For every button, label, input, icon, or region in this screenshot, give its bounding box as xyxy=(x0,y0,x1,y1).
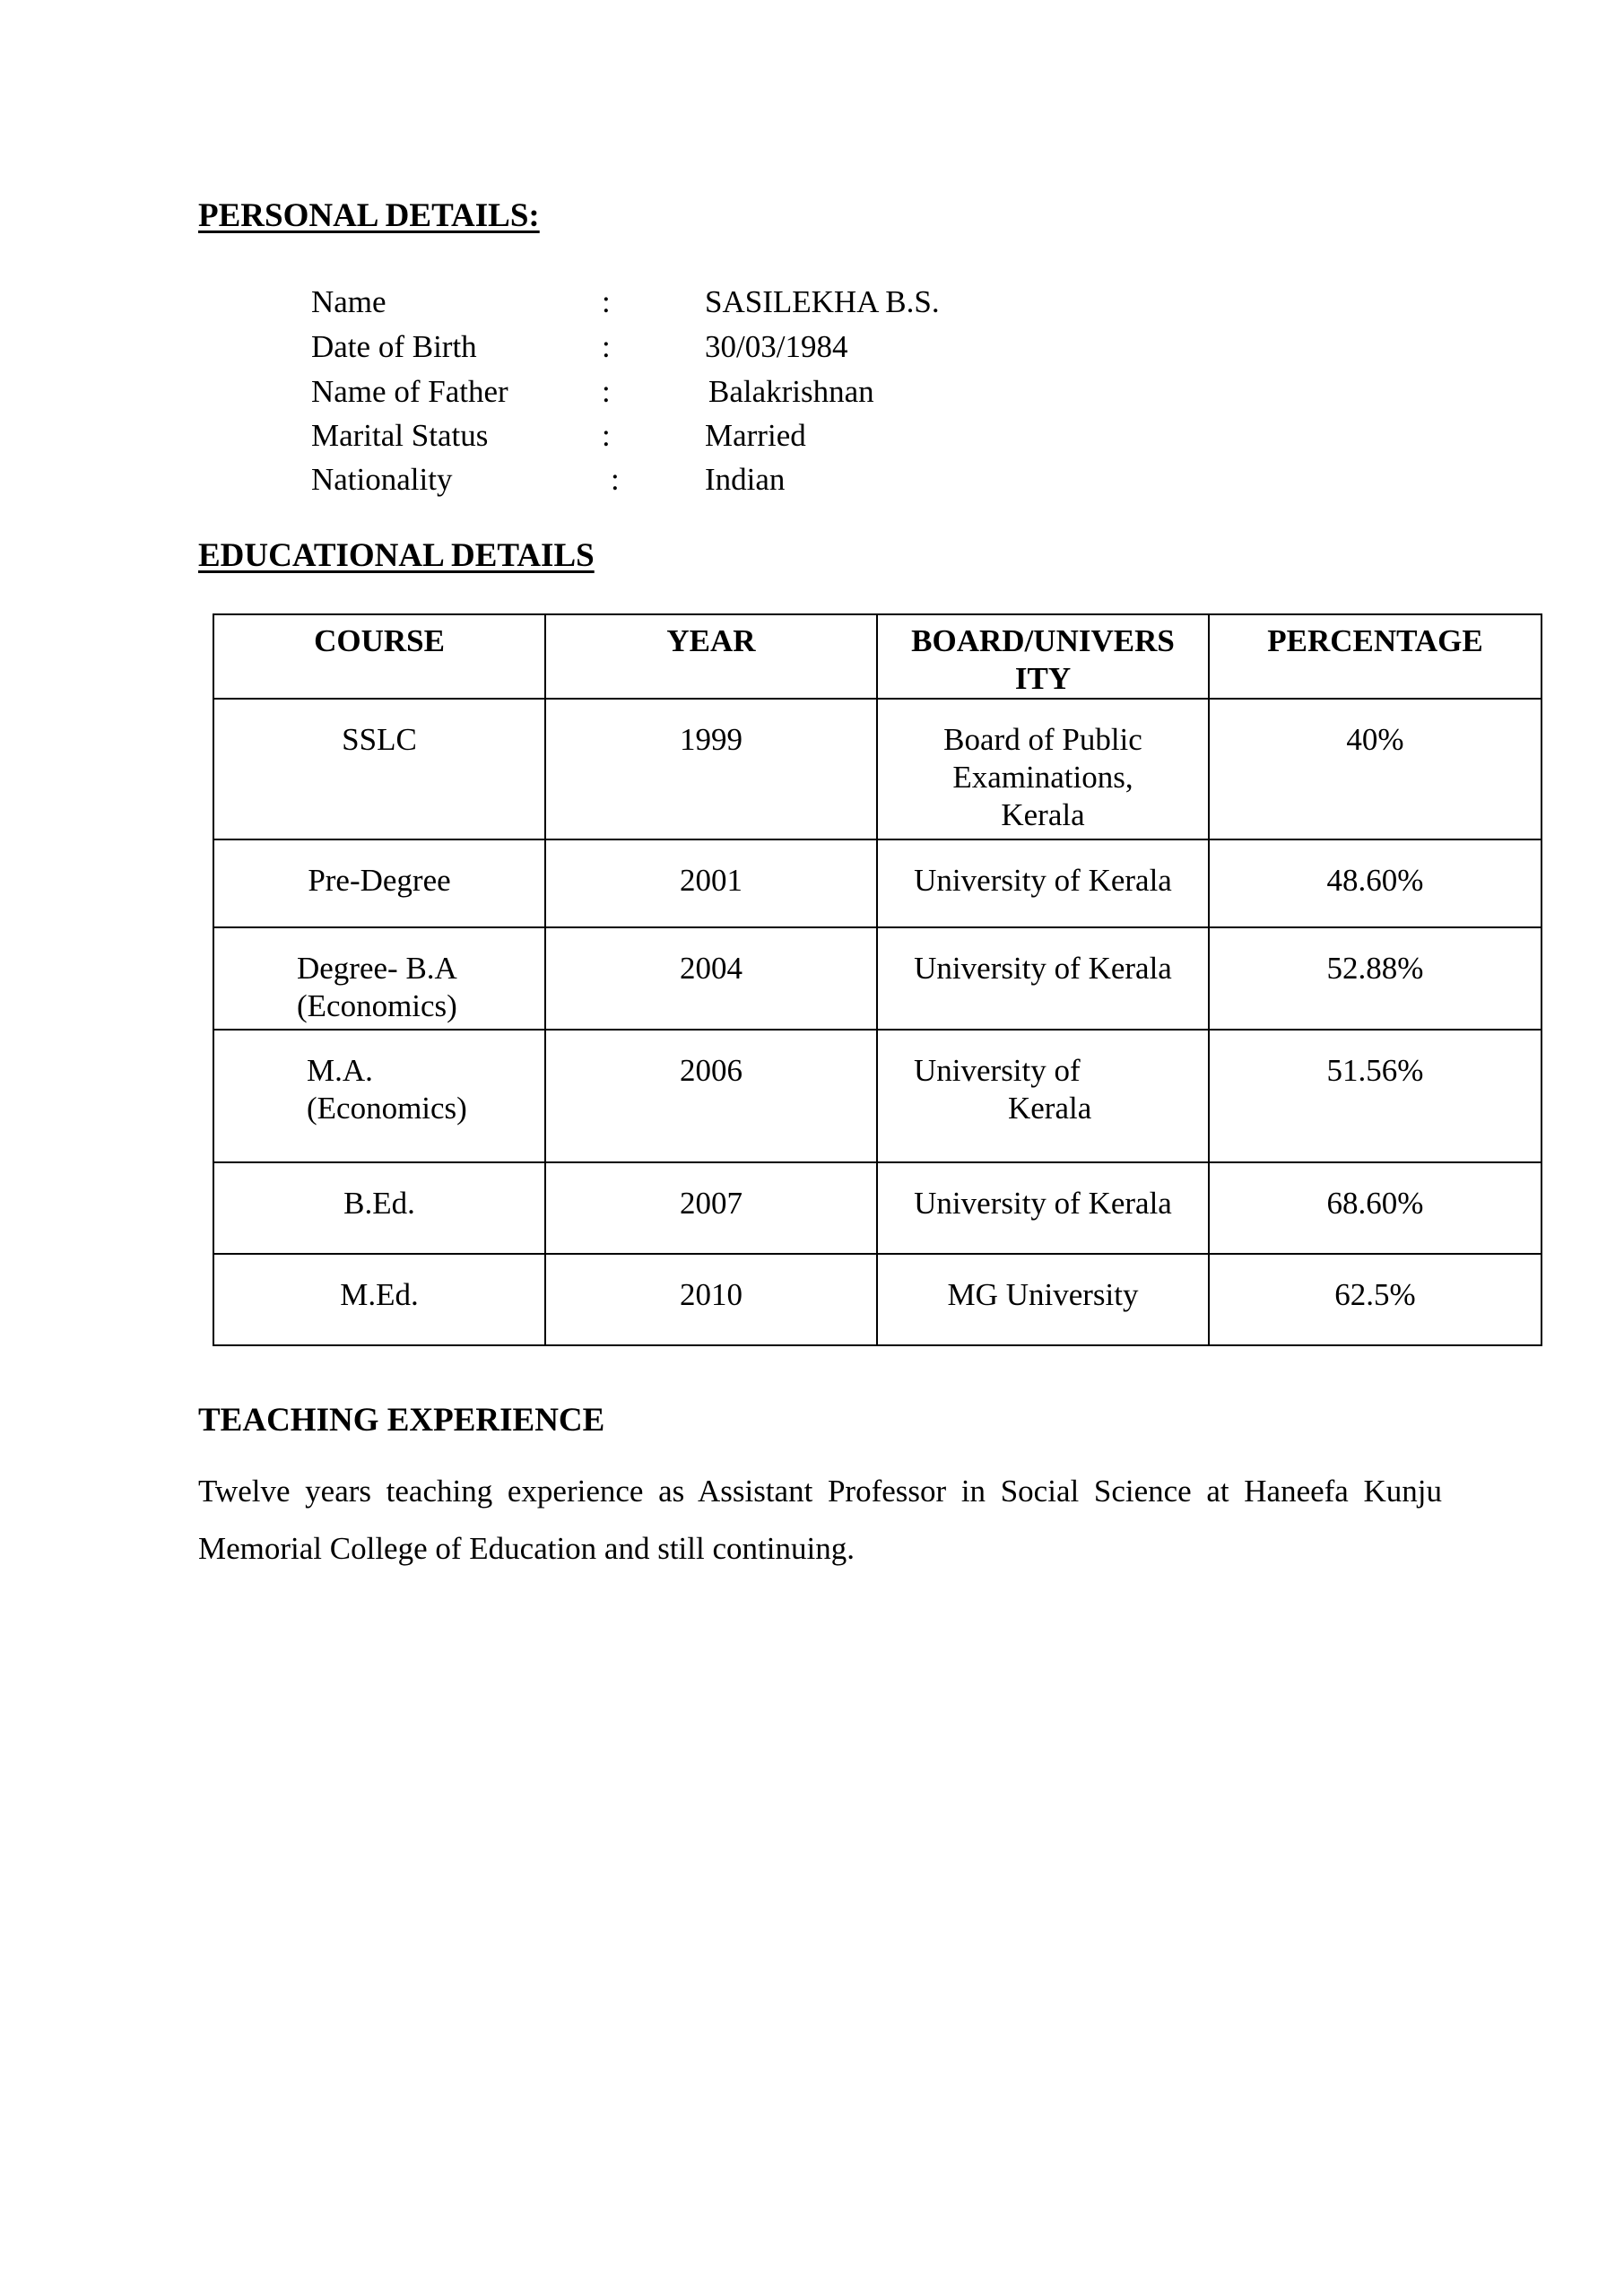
table-row xyxy=(213,927,1541,1030)
year-cell: 1999 xyxy=(545,699,877,839)
course-cell: SSLC xyxy=(213,699,545,839)
year-cell: 2007 xyxy=(545,1162,877,1254)
header-board xyxy=(877,614,1209,699)
nationality-label: Nationality xyxy=(311,462,453,497)
header-board-line1: BOARD/UNIVERS xyxy=(911,623,1175,658)
board-cell: University of Kerala xyxy=(877,927,1209,1030)
year-cell: 2001 xyxy=(545,839,877,927)
percentage-cell: 62.5% xyxy=(1209,1254,1541,1345)
header-year: YEAR xyxy=(545,614,877,699)
table-row xyxy=(213,1162,1541,1254)
header-course: COURSE xyxy=(213,614,545,699)
course-cell xyxy=(213,927,545,1030)
board-cell: University of Kerala xyxy=(877,839,1209,927)
name-label: Name xyxy=(311,284,386,319)
teaching-experience-line1: Twelve years teaching experience as Assistant Professor in Social Science at Haneefa Kunju xyxy=(198,1474,1442,1509)
table-row xyxy=(213,1254,1541,1345)
table-row xyxy=(213,839,1541,927)
marital-status-label: Marital Status xyxy=(311,418,489,453)
board-line2: Examinations, xyxy=(952,760,1133,795)
marital-status-colon: : xyxy=(602,418,611,453)
percentage-cell: 68.60% xyxy=(1209,1162,1541,1254)
table-row xyxy=(213,699,1541,839)
course-line1: Degree- B.A xyxy=(297,951,457,986)
percentage-cell: 51.56% xyxy=(1209,1030,1541,1162)
board-line1: University of xyxy=(914,1053,1081,1088)
course-line1: M.A. xyxy=(307,1053,373,1088)
father-name-label: Name of Father xyxy=(311,374,508,409)
course-cell xyxy=(213,1030,545,1162)
educational-details-heading: EDUCATIONAL DETAILS xyxy=(198,537,595,574)
name-colon: : xyxy=(602,284,611,319)
percentage-cell: 40% xyxy=(1209,699,1541,839)
board-cell: University of Kerala xyxy=(877,1162,1209,1254)
header-board-line2: ITY xyxy=(1014,661,1072,696)
year-cell: 2004 xyxy=(545,927,877,1030)
year-cell: 2010 xyxy=(545,1254,877,1345)
course-line2: (Economics) xyxy=(307,1091,467,1126)
dob-label: Date of Birth xyxy=(311,329,477,364)
education-table xyxy=(213,613,1542,1346)
teaching-experience-heading: TEACHING EXPERIENCE xyxy=(198,1402,605,1439)
table-header-row xyxy=(213,614,1541,699)
course-cell: M.Ed. xyxy=(213,1254,545,1345)
header-percentage: PERCENTAGE xyxy=(1209,614,1541,699)
percentage-cell: 48.60% xyxy=(1209,839,1541,927)
board-line1: Board of Public xyxy=(943,722,1142,757)
board-line3: Kerala xyxy=(1001,797,1085,832)
nationality-colon: : xyxy=(611,462,620,497)
dob-colon: : xyxy=(602,329,611,364)
board-cell xyxy=(877,1030,1209,1162)
father-name-colon: : xyxy=(602,374,611,409)
marital-status-value: Married xyxy=(705,418,806,453)
course-line2: (Economics) xyxy=(297,988,457,1023)
course-cell: Pre-Degree xyxy=(213,839,545,927)
board-cell: MG University xyxy=(877,1254,1209,1345)
board-line2: Kerala xyxy=(1008,1091,1092,1126)
personal-details-heading: PERSONAL DETAILS: xyxy=(198,197,540,234)
nationality-value: Indian xyxy=(705,462,786,497)
name-value: SASILEKHA B.S. xyxy=(705,284,940,319)
board-cell xyxy=(877,699,1209,839)
table-row xyxy=(213,1030,1541,1162)
teaching-experience-line2: Memorial College of Education and still continuing. xyxy=(198,1531,855,1566)
percentage-cell: 52.88% xyxy=(1209,927,1541,1030)
dob-value: 30/03/1984 xyxy=(705,329,848,364)
year-cell: 2006 xyxy=(545,1030,877,1162)
father-name-value: Balakrishnan xyxy=(708,374,874,409)
course-cell: B.Ed. xyxy=(213,1162,545,1254)
